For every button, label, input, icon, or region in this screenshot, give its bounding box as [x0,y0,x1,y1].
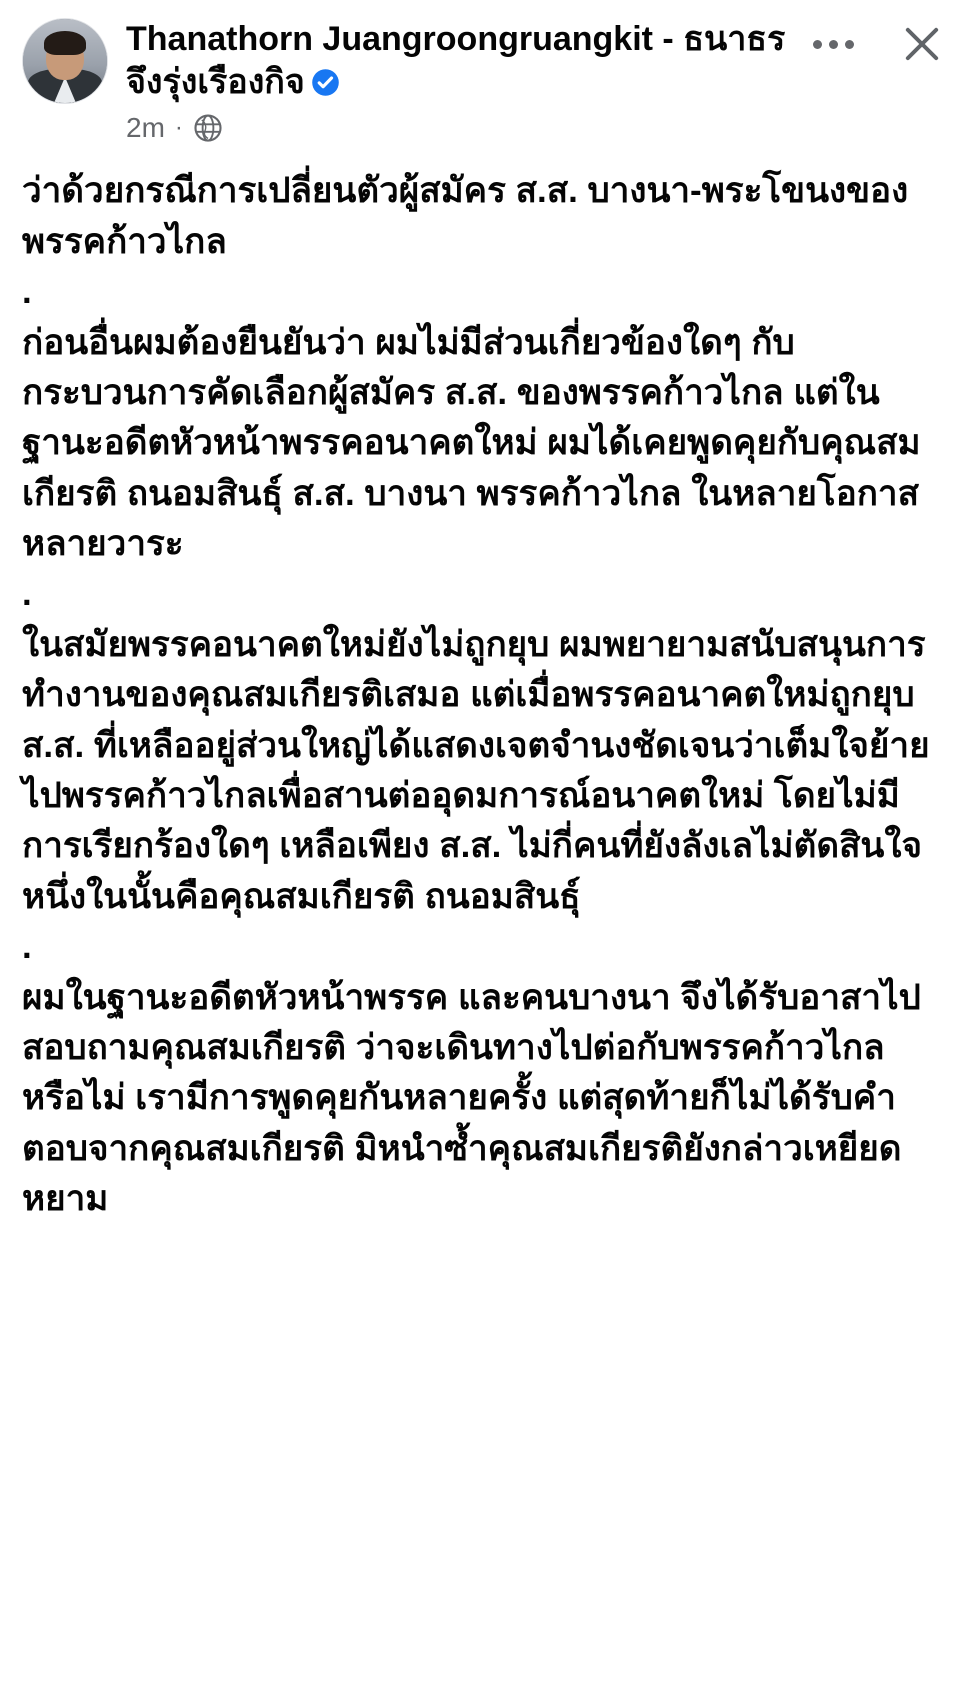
author-name[interactable]: Thanathorn Juangroongruangkit - ธนาธร จึงรุ่งเรืองกิจ [126,20,786,102]
avatar-hair [44,31,86,55]
post-paragraph: ก่อนอื่นผมต้องยืนยันว่า ผมไม่มีส่วนเกี่ยวข้องใดๆ กับกระบวนการคัดเลือกผู้สมัคร ส.ส. ของพรรคก้าวไกล แต่ในฐานะอดีตหัวหน้าพรรคอนาคตใหม่ ผมได้เคยพูดคุยกับคุณสมเกียรติ ถนอมสินธุ์ ส.ส. บางนา พรรคก้าวไกล ในหลายโอกาส หลายวาระ [22,322,929,564]
post-paragraph: ว่าด้วยกรณีการเปลี่ยนตัวผู้สมัคร ส.ส. บางนา-พระโขนงของพรรคก้าวไกล [22,171,909,261]
post-paragraph: ผมในฐานะอดีตหัวหน้าพรรค และคนบางนา จึงได้รับอาสาไปสอบถามคุณสมเกียรติ ว่าจะเดินทางไปต่อกับพรรคก้าวไกลหรือไม่ เรามีการพูดคุยกันหลายครั้ง แต่สุดท้ายก็ไม่ได้รับคำตอบจากคุณสมเกียรติ มิหนำซ้ำคุณสมเกียรติยังกล่าวเหยียดหยาม [22,977,921,1219]
post-paragraph: . [22,574,32,614]
close-icon[interactable] [900,22,944,66]
post-meta [126,112,794,144]
globe-icon[interactable] [193,113,223,143]
post-paragraph: . [22,927,32,967]
verified-badge-icon [311,65,340,94]
author-name-row [126,18,794,104]
post-header-actions [805,22,944,66]
meta-separator: · [174,114,183,142]
post-header [0,0,966,144]
post-paragraph: . [22,272,32,312]
post-body [0,144,966,1224]
more-options-icon[interactable] [805,32,862,57]
post-paragraph: ในสมัยพรรคอนาคตใหม่ยังไม่ถูกยุบ ผมพยายามสนับสนุนการทำงานของคุณสมเกียรติเสมอ แต่เมื่อพรรคอนาคตใหม่ถูกยุบ ส.ส. ที่เหลืออยู่ส่วนใหญ่ได้แสดงเจตจำนงชัดเจนว่าเต็มใจย้ายไปพรรคก้าวไกลเพื่อสานต่ออุดมการณ์อนาคตใหม่ โดยไม่มีการเรียกร้องใดๆ เหลือเพียง ส.ส. ไม่กี่คนที่ยังลังเลไม่ตัดสินใจ หนึ่งในนั้นคือคุณสมเกียรติ ถนอมสินธุ์ [22,624,932,916]
post-timestamp[interactable]: 2m [126,112,165,144]
avatar[interactable] [22,18,108,104]
